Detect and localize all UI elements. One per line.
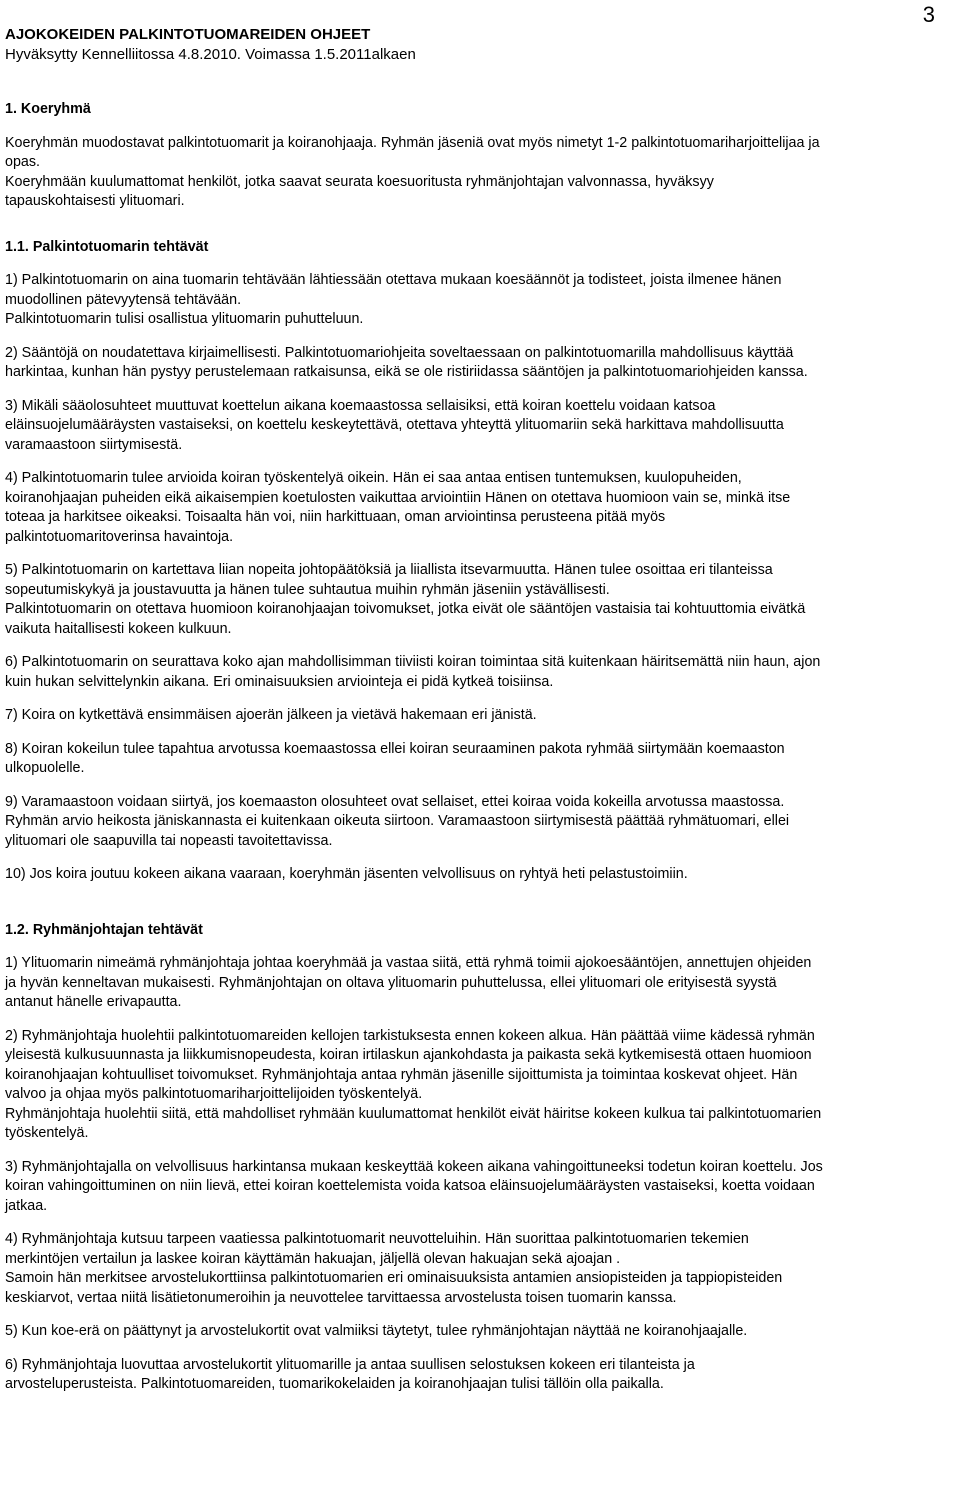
text-line: opas. bbox=[5, 154, 40, 170]
text-line: 5) Kun koe-erä on päättynyt ja arvostelukortit ovat valmiiksi täytetyt, tulee ryhmänjohtajan näyttää ne koiranohjaajalle. bbox=[5, 1323, 748, 1339]
text-line: 4) Ryhmänjohtaja kutsuu tarpeen vaatiessa palkintotuomarit neuvotteluihin. Hän suorittaa palkintotuomarien tekemien bbox=[5, 1231, 749, 1247]
text-line: arvosteluperusteista. Palkintotuomareiden, tuomarikokelaiden ja koiranohjaajan tulisi tällöin olla paikalla. bbox=[5, 1376, 664, 1392]
text-line: antanut hänelle erivapautta. bbox=[5, 994, 182, 1010]
numbered-paragraph bbox=[5, 865, 957, 885]
text-line: 4) Palkintotuomarin tulee arvioida koiran työskentelyä oikein. Hän ei saa antaa entisen tuntemuksen, kuulopuheiden, bbox=[5, 470, 742, 486]
text-line: koiran vahingoittuminen on niin lievä, ettei koiran koettelemista voida katsoa eläinsuojelumääräysten vastaiseksi, koetta voidaan bbox=[5, 1178, 815, 1194]
text-line: valvoo ja ohjaa myös palkintotuomariharjoittelijoiden työskentelyä. bbox=[5, 1086, 423, 1102]
text-line: 3) Mikäli sääolosuhteet muuttuvat koettelun aikana koemaastossa sellaisiksi, että koiran koettelu voidaan katsoa bbox=[5, 397, 716, 414]
numbered-paragraph bbox=[5, 1230, 957, 1308]
numbered-paragraph bbox=[5, 344, 957, 383]
numbered-paragraph bbox=[5, 1027, 957, 1144]
text-line: kuin hukan selvittelynkin aikana. Eri ominaisuuksien arviointeja ei pidä kytkeä toisiinsa. bbox=[5, 673, 554, 690]
numbered-paragraph bbox=[5, 561, 957, 639]
text-line: yleisestä kulkusuunnasta ja liikkumisnopeudesta, koiran irtilaskun ajankohdasta ja paikasta sekä kytkemisestä ottaen huomioon bbox=[5, 1047, 812, 1063]
numbered-paragraph bbox=[5, 740, 957, 779]
text-line: muodollinen pätevyytensä tehtävään. bbox=[5, 291, 242, 308]
text-line: palkintotuomaritoverinsa havaintoja. bbox=[5, 528, 234, 545]
text-line: 10) Jos koira joutuu kokeen aikana vaaraan, koeryhmän jäsenten velvollisuus on ryhtyä heti pelastustoimiin. bbox=[5, 866, 688, 882]
numbered-paragraph bbox=[5, 397, 957, 456]
text-line: tapauskohtaisesti ylituomari. bbox=[5, 193, 185, 209]
text-line: Palkintotuomarin on otettava huomioon koiranohjaajan toivomukset, jotka eivät ole sääntöjen vastaisia tai kohtuuttomia eivätkä bbox=[5, 601, 806, 617]
text-line: 6) Palkintotuomarin on seurattava koko ajan mahdollisimman tiiviisti koiran toimintaa sitä kuitenkaan häiritsemättä niin haun, ajon bbox=[5, 654, 821, 670]
section-heading-koeryhma: 1. Koeryhmä bbox=[5, 101, 91, 117]
text-line: 2) Ryhmänjohtaja huolehtii palkintotuomareiden kellojen tarkistuksesta ennen kokeen alkua. Hän päättää viime kädessä ryhmän bbox=[5, 1027, 815, 1044]
text-line: työskentelyä. bbox=[5, 1125, 89, 1141]
text-line: 2) Sääntöjä on noudatettava kirjaimellisesti. Palkintotuomariohjeita soveltaessaan on palkintotuomarilla mahdollisuus käyttää bbox=[5, 344, 794, 361]
text-line: 1) Palkintotuomarin on aina tuomarin tehtävään lähtiessään otettava mukaan koesäännöt ja todisteet, joista ilmenee hänen bbox=[5, 272, 782, 288]
numbered-paragraph bbox=[5, 1322, 957, 1342]
text-line: Koeryhmän muodostavat palkintotuomarit ja koiranohjaaja. Ryhmän jäseniä ovat myös nimetyt 1-2 palkintotuomariharjoittelijaa ja bbox=[5, 134, 820, 151]
text-line: 3) Ryhmänjohtajalla on velvollisuus harkintansa mukaan keskeyttää kokeen aikana vahingoittuneeksi todetun koiran koettelu. Jos bbox=[5, 1158, 823, 1175]
text-line: jatkaa. bbox=[5, 1197, 48, 1214]
text-line: 5) Palkintotuomarin on kartettava liian nopeita johtopäätöksiä ja liiallista itsevarmuutta. Hänen tulee osoittaa eri tilanteissa bbox=[5, 562, 773, 578]
text-line: 1) Ylituomarin nimeämä ryhmänjohtaja johtaa koeryhmää ja vastaa siitä, että ryhmä toimii ajokoesääntöjen, annettujen ohjeiden bbox=[5, 955, 812, 971]
numbered-paragraph bbox=[5, 793, 957, 852]
text-line: koiranohjaajan kohtuulliset toivomukset. Ryhmänjohtaja antaa ryhmän jäsenille sijoittumista ja toimintaa koskevat ohjeet. Hän bbox=[5, 1066, 798, 1083]
text-line: 7) Koira on kytkettävä ensimmäisen ajoerän jälkeen ja vietävä hakemaan eri jänistä. bbox=[5, 707, 537, 723]
text-line: Palkintotuomarin tulisi osallistua ylituomarin puhutteluun. bbox=[5, 311, 364, 327]
numbered-paragraph bbox=[5, 271, 957, 330]
text-line: Ryhmän arvio heikosta jäniskannasta ei kuitenkaan oikeuta siirtoon. Varamaastoon siirtymisestä päättää ryhmätuomari, ellei bbox=[5, 813, 790, 829]
numbered-paragraph bbox=[5, 1158, 957, 1217]
document-subtitle: Hyväksytty Kennelliitossa 4.8.2010. Voimassa 1.5.2011alkaen bbox=[5, 46, 416, 63]
text-line: 6) Ryhmänjohtaja luovuttaa arvostelukortit ylituomarille ja antaa suullisen selostuksen kokeen eri tilanteista ja bbox=[5, 1356, 695, 1373]
text-line: ja hyvän kenneltavan mukaisesti. Ryhmänjohtajan on oltava ylituomarin puhuttelussa, ellei ylituomari ole erityisestä syystä bbox=[5, 974, 777, 991]
text-line: sopeutumiskykyä ja joustavuutta ja hänen tulee suhtautua muihin ryhmän jäseniin ystävällisesti. bbox=[5, 581, 610, 598]
text-line: merkintöjen vertailun ja laskee koiran käyttämän hakuajan, jäljellä olevan hakuajan sekä ajoajan . bbox=[5, 1250, 621, 1267]
text-line: harkintaa, kunhan hän pystyy perustelemaan ratkaisunsa, eikä se ole ristiriidassa sääntöjen ja palkintotuomariohjeiden kanssa. bbox=[5, 364, 808, 380]
text-line: Ryhmänjohtaja huolehtii siitä, että mahdolliset ryhmään kuulumattomat henkilöt eivät häiritse kokeen kulkua tai palkintotuomarien bbox=[5, 1105, 822, 1122]
text-line: eläinsuojelumääräysten vastaiseksi, on koettelu keskeytettävä, otettava yhteyttä ylituomariin sekä harkittava mahdollisuutta bbox=[5, 417, 784, 433]
text-line: Samoin hän merkitsee arvostelukorttiinsa palkintotuomarien eri ominaisuuksista antamien ansiopisteiden ja tappiopisteiden bbox=[5, 1270, 783, 1286]
text-line: ylituomari ole saapuvilla tai nopeasti tavoitettavissa. bbox=[5, 832, 333, 849]
text-line: koiranohjaajan puheiden eikä aikaisempien koetulosten vaikuttaa arviointiin Hänen on otettava huomioon vain se, minkä itse bbox=[5, 489, 791, 506]
document-body bbox=[5, 100, 957, 1395]
page-number: 3 bbox=[922, 2, 935, 27]
document-header bbox=[5, 25, 905, 65]
document-title: AJOKOKEIDEN PALKINTOTUOMAREIDEN OHJEET bbox=[5, 26, 371, 43]
text-line: 9) Varamaastoon voidaan siirtyä, jos koemaaston olosuhteet ovat sellaiset, ettei koiraa voida kokeilla arvotussa maastossa. bbox=[5, 793, 785, 810]
text-line: ulkopuolelle. bbox=[5, 760, 85, 776]
numbered-paragraph bbox=[5, 1356, 957, 1395]
section-intro-paragraph bbox=[5, 134, 957, 212]
section-heading-ryhmanjohtajan-tehtavat: 1.2. Ryhmänjohtajan tehtävät bbox=[5, 921, 203, 938]
text-line: Koeryhmään kuulumattomat henkilöt, jotka saavat seurata koesuoritusta ryhmänjohtajan valvonnassa, hyväksyy bbox=[5, 173, 714, 190]
text-line: 8) Koiran kokeilun tulee tapahtua arvotussa koemaastossa ellei koiran seuraaminen pakota ryhmää siirtymään koemaaston bbox=[5, 740, 785, 757]
numbered-paragraph bbox=[5, 954, 957, 1013]
text-line: toteaa ja harkitsee oikeaksi. Toisaalta hän voi, niin harkittuaan, oman arviointinsa perusteena pitää myös bbox=[5, 509, 666, 525]
text-line: vaikuta haitallisesti kokeen kulkuun. bbox=[5, 620, 232, 637]
section-heading-palkintotuomarin-tehtavat: 1.1. Palkintotuomarin tehtävät bbox=[5, 238, 209, 255]
numbered-paragraph bbox=[5, 653, 957, 692]
text-line: keskiarvot, vertaa niitä lisätietonumeroihin ja neuvottelee tarvittaessa arvostelusta toisen tuomarin kanssa. bbox=[5, 1289, 677, 1306]
numbered-paragraph bbox=[5, 706, 957, 726]
numbered-paragraph bbox=[5, 469, 957, 547]
text-line: varamaastoon siirtymisestä. bbox=[5, 436, 183, 453]
